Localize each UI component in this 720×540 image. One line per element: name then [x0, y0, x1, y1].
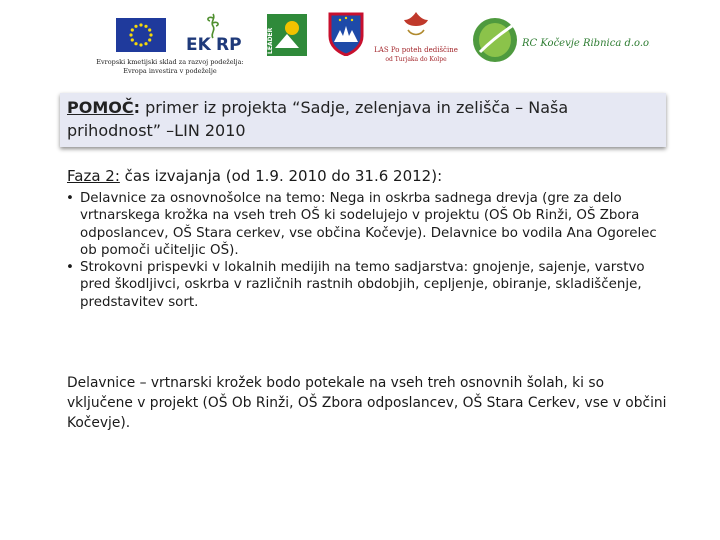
leader-text: LEADER	[267, 27, 274, 54]
title-bold: POMOČ	[67, 98, 134, 117]
las-line1: LAS Po poteh dediščine	[374, 46, 458, 54]
eu-stars-icon	[116, 18, 166, 52]
ekrp-left-text: EK	[186, 35, 211, 54]
rc-kocevje-ribnica-logo	[470, 16, 650, 64]
rc-text: RC Kočevje Ribnica d.o.o.	[522, 38, 650, 49]
bullet-item: • Strokovni prispevki v lokalnih medijih na temo sadjarstva: gnojenje, sajenje, varstvo pred škodljivci, oskrba v različnih rastnih obdobjih, cepljenje, obiranje, skladiščenje, predstavitev sort.	[64, 259, 664, 311]
bullet-item: • Delavnice za osnovnošolce na temo: Nega in oskrba sadnega drevja (gre za delo vrtnarskega krožka na vseh treh OŠ ki sodelujejo v projektu (OŠ Ob Rinži, OŠ Zbora odposlancev, OŠ Stara cerkev, vse občina Kočevje). Delavnice bo vodila Ana Ogorelec ob pomoči učiteljic OŠ).	[64, 190, 664, 259]
phase-label: Faza 2:	[67, 167, 120, 185]
ekrp-right-text: RP	[216, 35, 242, 54]
funding-line-1: Evropski kmetijski sklad za razvoj podeželja:	[96, 58, 244, 66]
workshop-paragraph: Delavnice – vrtnarski krožek bodo potekale na vseh treh osnovnih šolah, ki so vključene v projekt (OŠ Ob Rinži, OŠ Zbora odposlancev, OŠ Stara Cerkev, vse v občini Kočevje).	[67, 375, 667, 431]
eu-flag-icon	[116, 18, 166, 52]
ekrp-logo	[182, 10, 244, 54]
las-logo	[368, 8, 464, 66]
phase-text: čas izvajanja (od 1.9. 2010 do 31.6 2012):	[119, 167, 443, 185]
bullet-list	[64, 190, 664, 311]
funding-line-2: Evropa investira v podeželje	[123, 67, 217, 75]
slide-title: POMOČ: primer iz projekta “Sadje, zelenjava in zelišča – Naša prihodnost” –LIN 2010	[67, 98, 569, 140]
phase-heading	[67, 166, 442, 186]
leader-logo	[267, 14, 307, 56]
slovenia-coat-of-arms-icon	[326, 12, 366, 56]
las-line2: od Turjaka do Kolpe	[385, 56, 447, 63]
title-rest: primer iz projekta “Sadje, zelenjava in zelišča – Naša prihodnost” –LIN 2010	[67, 98, 569, 140]
